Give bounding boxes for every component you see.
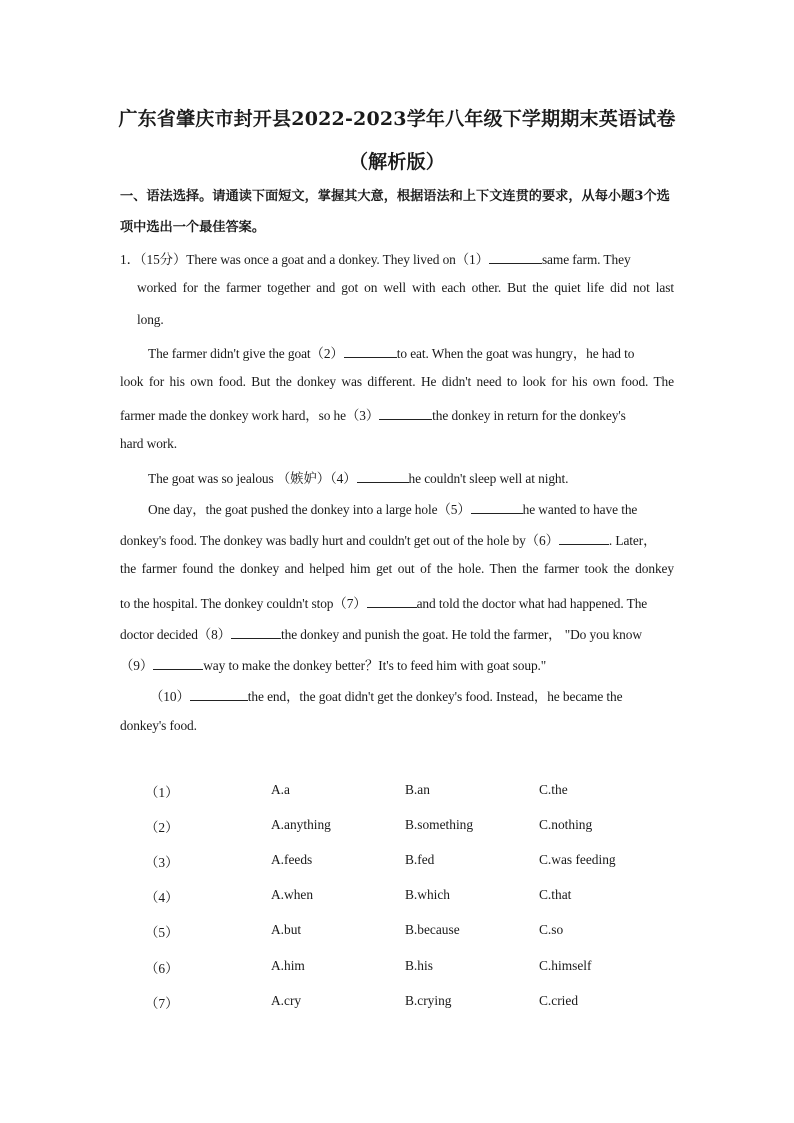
option-row xyxy=(0,887,794,907)
answer-blank xyxy=(190,687,248,701)
passage-line: look for his own food. But the donkey was different. He didn't need to look for his own food. The xyxy=(120,374,674,389)
passage-line: The goat was so jealous （嫉妒）（4） he couldn't sleep well at night. xyxy=(148,471,569,486)
option-b[interactable]: B.something xyxy=(405,817,474,832)
passage-line: （10） the end，the goat didn't get the donkey's food. Instead，he became the xyxy=(150,689,623,704)
answer-blank xyxy=(559,531,609,545)
page-title: 广东省肇庆市封开县2022-2023学年八年级下学期期末英语试卷 xyxy=(118,108,676,130)
section-heading: 一、语法选择。请通读下面短文，掌握其大意，根据语法和上下文连贯的要求，从每小题3个选项中选出一个最佳答案。 xyxy=(120,189,670,235)
passage-line: the farmer found the donkey and helped him get out of the hole. Then the farmer took the donkey xyxy=(120,561,674,576)
answer-blank xyxy=(379,406,432,420)
answer-blank xyxy=(344,344,397,358)
option-c[interactable]: C.the xyxy=(539,782,568,797)
option-a[interactable]: A.but xyxy=(271,922,302,937)
option-row xyxy=(0,922,794,942)
option-a[interactable]: A.anything xyxy=(271,817,331,832)
option-number: （2） xyxy=(145,820,179,835)
option-a[interactable]: A.a xyxy=(271,782,290,797)
option-b[interactable]: B.which xyxy=(405,887,451,902)
passage-line: donkey's food. The donkey was badly hurt and couldn't get out of the hole by（6） . Later， xyxy=(120,533,657,548)
option-b[interactable]: B.his xyxy=(405,958,433,973)
option-c[interactable]: C.himself xyxy=(539,958,592,973)
option-c[interactable]: C.that xyxy=(539,887,572,902)
answer-blank xyxy=(231,625,281,639)
option-b[interactable]: B.crying xyxy=(405,993,452,1008)
passage-line: doctor decided（8） the donkey and punish the goat. He told the farmer， "Do you know xyxy=(120,627,642,642)
passage-line: donkey's food. xyxy=(120,718,197,733)
answer-blank xyxy=(153,656,203,670)
question-number: 1．（15分） xyxy=(120,252,187,267)
passage-line: One day，the goat pushed the donkey into a large hole（5） he wanted to have the xyxy=(148,502,638,517)
option-c[interactable]: C.was feeding xyxy=(539,852,616,867)
option-a[interactable]: A.when xyxy=(271,887,314,902)
option-number: （7） xyxy=(145,996,179,1011)
answer-blank xyxy=(489,250,542,264)
option-row xyxy=(0,817,794,837)
option-number: （6） xyxy=(145,961,179,976)
option-number: （4） xyxy=(145,890,179,905)
option-row xyxy=(0,782,794,802)
passage-line: farmer made the donkey work hard，so he（3） the donkey in return for the donkey's xyxy=(120,408,626,423)
answer-blank xyxy=(471,500,523,514)
page-subtitle: （解析版） xyxy=(348,151,445,173)
option-c[interactable]: C.so xyxy=(539,922,564,937)
option-row xyxy=(0,852,794,872)
option-c[interactable]: C.nothing xyxy=(539,817,593,832)
option-row xyxy=(0,958,794,978)
passage-line: worked for the farmer together and got on well with each other. But the quiet life did not last xyxy=(137,280,674,295)
passage-line: long. xyxy=(137,312,164,327)
passage-line: hard work. xyxy=(120,436,178,451)
passage-line: The farmer didn't give the goat（2） to eat. When the goat was hungry，he had to xyxy=(148,346,635,361)
option-a[interactable]: A.cry xyxy=(271,993,302,1008)
option-number: （1） xyxy=(145,785,179,800)
option-a[interactable]: A.feeds xyxy=(271,852,313,867)
passage-line: 1．（15分）There was once a goat and a donkey. They lived on（1） same farm. They xyxy=(120,252,631,267)
answer-blank xyxy=(357,469,409,483)
option-b[interactable]: B.an xyxy=(405,782,430,797)
option-row xyxy=(0,993,794,1013)
passage-line: （9） way to make the donkey better？It's to feed him with goat soup." xyxy=(120,658,547,673)
option-c[interactable]: C.cried xyxy=(539,993,579,1008)
option-a[interactable]: A.him xyxy=(271,958,305,973)
option-number: （5） xyxy=(145,925,179,940)
option-b[interactable]: B.because xyxy=(405,922,460,937)
option-b[interactable]: B.fed xyxy=(405,852,435,867)
option-number: （3） xyxy=(145,855,179,870)
answer-blank xyxy=(367,594,417,608)
passage-line: to the hospital. The donkey couldn't stop（7） and told the doctor what had happened. The xyxy=(120,596,648,611)
